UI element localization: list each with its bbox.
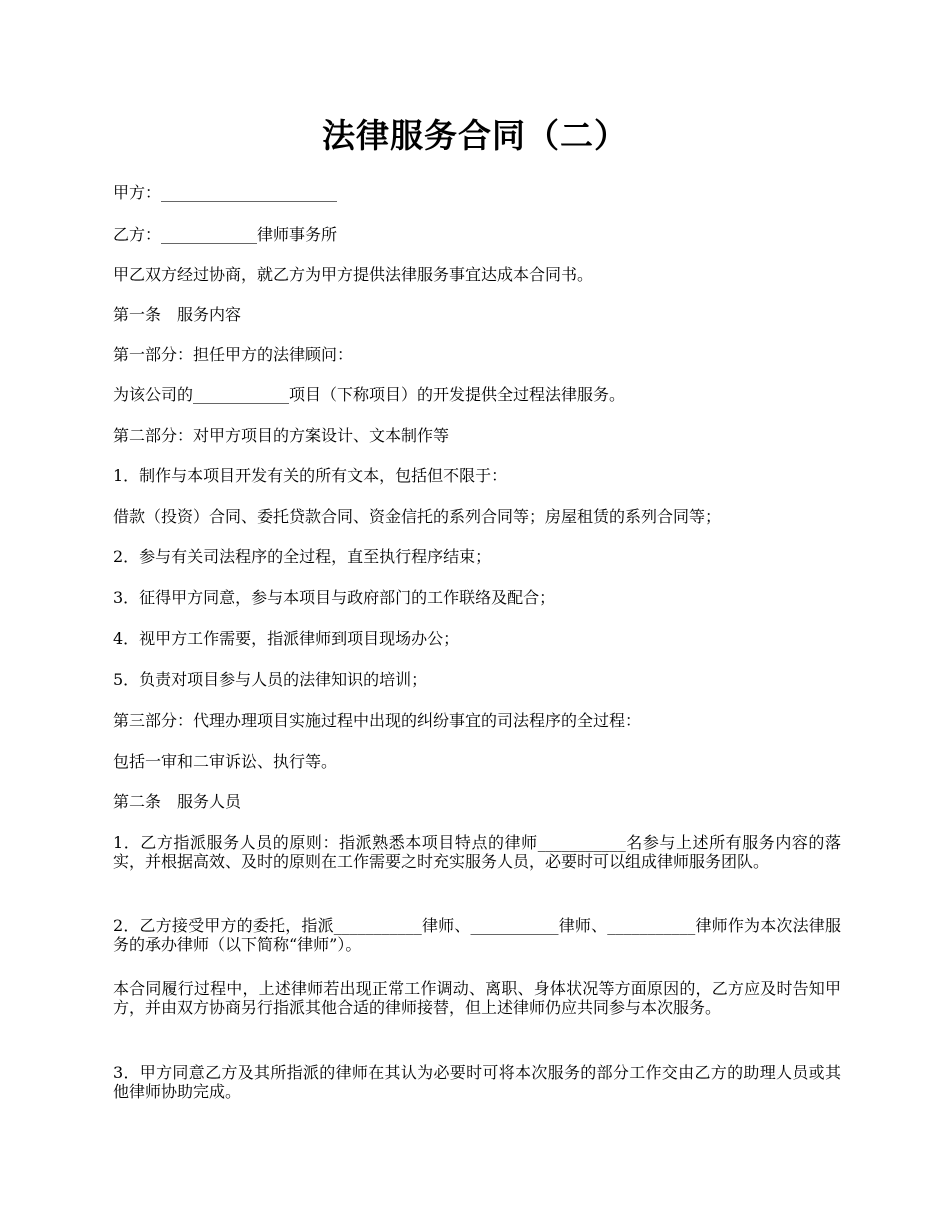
clause-2: 2．参与有关司法程序的全过程，直至执行程序结束； [113, 547, 492, 566]
article-2-clause-2: 2．乙方接受甲方的委托，指派___________律师、___________律师、___________律师作为本次法律服务的承办律师（以下简称“律师”）。 [113, 916, 841, 954]
clause-1-detail: 借款（投资）合同、委托贷款合同、资金信托的系列合同等；房屋租赁的系列合同等； [113, 507, 722, 526]
article-1-heading: 第一条 服务内容 [113, 305, 242, 324]
party-a-line: 甲方：______________________ [113, 183, 338, 202]
article-2-clause-3: 3．甲方同意乙方及其所指派的律师在其认为必要时可将本次服务的部分工作交由乙方的助理人员或其他律师协助完成。 [113, 1063, 841, 1101]
article-2-heading: 第二条 服务人员 [113, 792, 242, 811]
party-b-line: 乙方：____________律师事务所 [113, 225, 338, 244]
part-3-heading: 第三部分：代理办理项目实施过程中出现的纠纷事宜的司法程序的全过程： [113, 711, 642, 730]
document-title: 法律服务合同（二） [322, 116, 628, 155]
part-1-text: 为该公司的____________项目（下称项目）的开发提供全过程法律服务。 [113, 385, 626, 404]
clause-5: 5．负责对项目参与人员的法律知识的培训； [113, 670, 428, 689]
article-2-clause-1: 1．乙方指派服务人员的原则：指派熟悉本项目特点的律师___________名参与上述所有服务内容的落实，并根据高效、及时的原则在工作需要之时充实服务人员，必要时可以组成律师服务团队。 [113, 833, 841, 871]
replacement-clause: 本合同履行过程中，上述律师若出现正常工作调动、离职、身体状况等方面原因的，乙方应及时告知甲方，并由双方协商另行指派其他合适的律师接替，但上述律师仍应共同参与本次服务。 [113, 979, 841, 1017]
part-1-heading: 第一部分：担任甲方的法律顾问： [113, 345, 354, 364]
preamble: 甲乙双方经过协商，就乙方为甲方提供法律服务事宜达成本合同书。 [113, 265, 594, 284]
clause-1: 1．制作与本项目开发有关的所有文本，包括但不限于： [113, 466, 508, 485]
part-3-text: 包括一审和二审诉讼、执行等。 [113, 752, 338, 771]
clause-3: 3．征得甲方同意，参与本项目与政府部门的工作联络及配合； [113, 588, 556, 607]
clause-4: 4．视甲方工作需要，指派律师到项目现场办公； [113, 629, 460, 648]
part-2-heading: 第二部分：对甲方项目的方案设计、文本制作等 [113, 426, 450, 445]
